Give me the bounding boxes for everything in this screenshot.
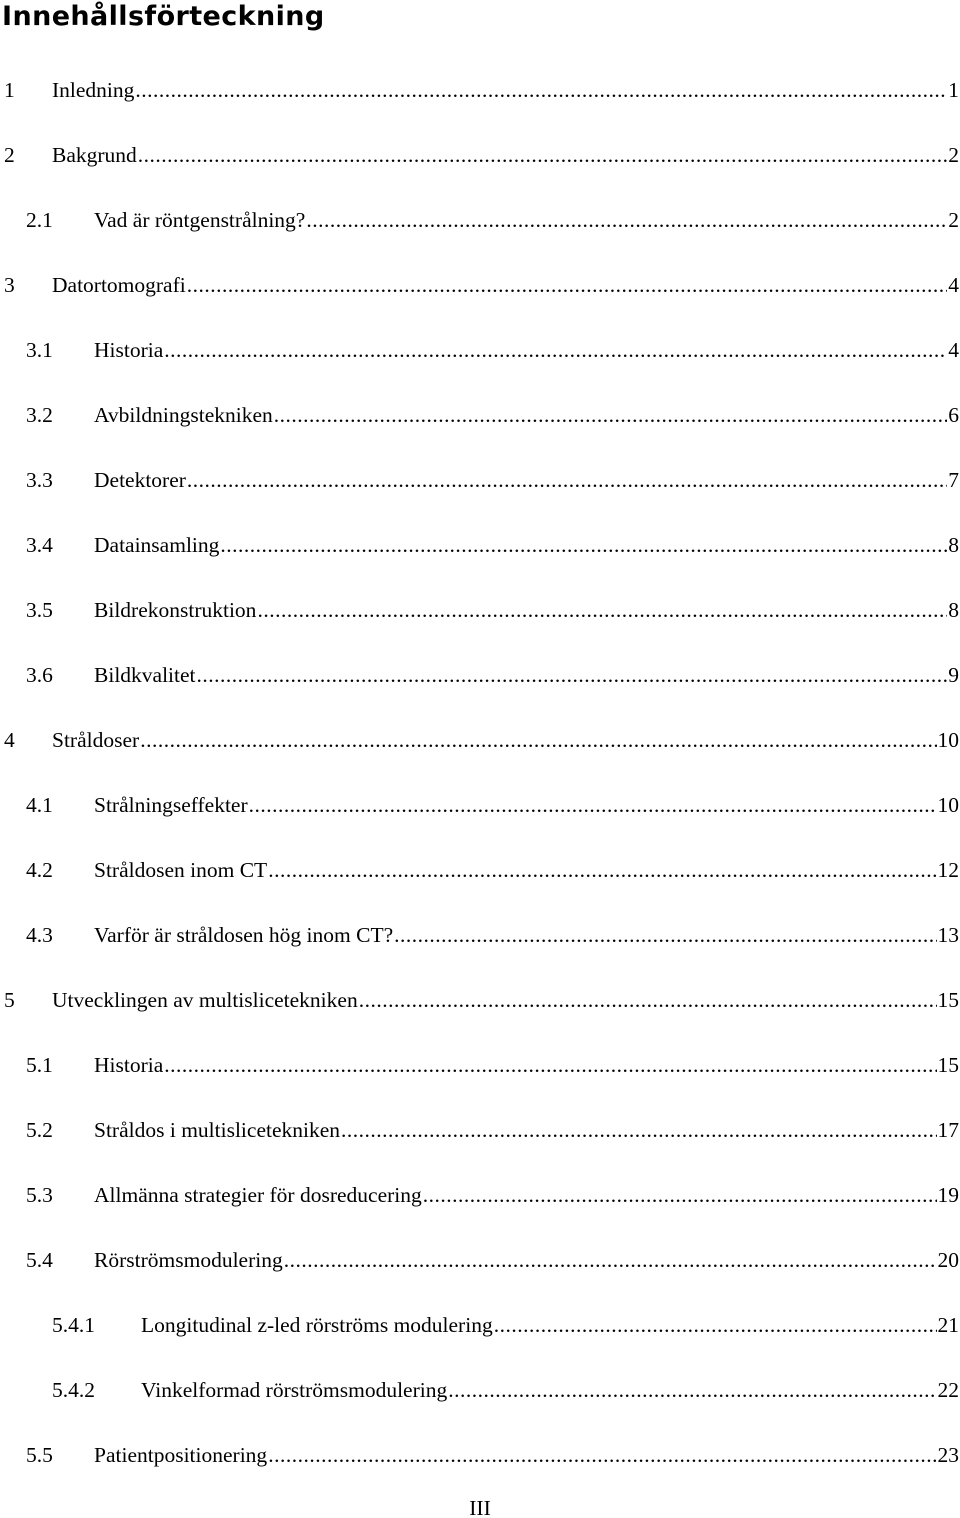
dot-leader [249,790,937,820]
toc-number: 1 [4,78,15,102]
toc-number: 4.1 [26,793,53,817]
toc-number: 3.3 [26,468,53,492]
dot-leader [268,855,936,885]
toc-number: 3 [4,273,15,297]
toc-entry-4-1[interactable] [26,790,959,820]
dot-leader [257,595,947,625]
toc-entry-3-4[interactable] [26,530,959,560]
toc-number: 5.3 [26,1183,53,1207]
toc-label: Allmänna strategier för dosreducering [94,1183,422,1207]
dot-leader [164,1050,936,1080]
dot-leader [138,140,947,170]
dot-leader [394,920,936,950]
toc-label: Detektorer [94,468,186,492]
toc-number: 4.3 [26,923,53,947]
toc-page-number: 4 [948,273,959,297]
toc-entry-3[interactable] [4,270,959,300]
toc-label: Avbildningstekniken [94,403,273,427]
toc-label: Bildkvalitet [94,663,196,687]
toc-entry-3-2[interactable] [26,400,959,430]
toc-page-number: 15 [937,1053,959,1077]
toc-entry-3-3[interactable] [26,465,959,495]
toc-page-number: 21 [937,1313,959,1337]
toc-number: 5.2 [26,1118,53,1142]
toc-page-number: 17 [937,1118,959,1142]
page-number: III [469,1496,491,1518]
toc-label: Historia [94,1053,164,1077]
toc-label: Strålningseffekter [94,793,248,817]
dot-leader [448,1375,936,1405]
toc-page-number: 22 [937,1378,959,1402]
toc-page-number: 2 [948,143,959,167]
toc-page-number: 8 [948,598,959,622]
toc-entry-5-4[interactable] [26,1245,959,1275]
toc-label: Inledning [52,78,135,102]
toc-number: 5.4.2 [52,1378,95,1402]
toc-number: 5.4.1 [52,1313,95,1337]
dot-leader [220,530,947,560]
toc-page-number: 15 [937,988,959,1012]
toc-page-number: 20 [937,1248,959,1272]
toc-entry-5-4-1[interactable] [52,1310,959,1340]
toc-label: Historia [94,338,164,362]
toc-entry-4[interactable] [4,725,959,755]
toc-label: Utvecklingen av multislicetekniken [52,988,358,1012]
toc-entry-5-4-2[interactable] [52,1375,959,1405]
toc-entry-3-6[interactable] [26,660,959,690]
toc-label: Datortomografi [52,273,186,297]
toc-label: Patientpositionering [94,1443,268,1467]
toc-label: Stråldoser [52,728,140,752]
toc-label: Stråldos i multislicetekniken [94,1118,341,1142]
toc-entry-2[interactable] [4,140,959,170]
toc-number: 3.4 [26,533,53,557]
toc-entry-3-1[interactable] [26,335,959,365]
toc-page-number: 4 [948,338,959,362]
toc-number: 3.2 [26,403,53,427]
toc-number: 3.1 [26,338,53,362]
dot-leader [284,1245,937,1275]
toc-page-number: 13 [937,923,959,947]
toc-page-number: 7 [948,468,959,492]
toc-label: Longitudinal z-led rörströms modulering [141,1313,493,1337]
dot-leader [187,270,948,300]
toc-label: Varför är stråldosen hög inom CT? [94,923,394,947]
toc-label: Bakgrund [52,143,137,167]
toc-number: 5 [4,988,15,1012]
toc-label: Bildrekonstruktion [94,598,257,622]
toc-page-number: 9 [948,663,959,687]
toc-number: 2 [4,143,15,167]
dot-leader [359,985,937,1015]
toc-label: Datainsamling [94,533,220,557]
toc-entry-3-5[interactable] [26,595,959,625]
toc-entry-5-2[interactable] [26,1115,959,1145]
dot-leader [268,1440,936,1470]
toc-number: 3.6 [26,663,53,687]
dot-leader [306,205,947,235]
toc-page-number: 10 [937,793,959,817]
toc-page-number: 19 [937,1183,959,1207]
dot-leader [187,465,947,495]
toc-entry-5-3[interactable] [26,1180,959,1210]
toc-page-number: 6 [948,403,959,427]
toc-entry-4-3[interactable] [26,920,959,950]
toc-entry-5-5[interactable] [26,1440,959,1470]
toc-number: 5.5 [26,1443,53,1467]
toc-label: Stråldosen inom CT [94,858,268,882]
toc-number: 5.4 [26,1248,53,1272]
toc-number: 4.2 [26,858,53,882]
toc-label: Vad är röntgenstrålning? [94,208,306,232]
toc-label: Vinkelformad rörströmsmodulering [141,1378,448,1402]
dot-leader [140,725,936,755]
dot-leader [423,1180,937,1210]
toc-page-number: 1 [948,78,959,102]
toc-number: 4 [4,728,15,752]
toc-page-number: 2 [948,208,959,232]
toc-number: 3.5 [26,598,53,622]
dot-leader [164,335,947,365]
toc-label: Rörströmsmodulering [94,1248,283,1272]
dot-leader [197,660,948,690]
toc-page-number: 12 [937,858,959,882]
toc-number: 5.1 [26,1053,53,1077]
toc-number: 2.1 [26,208,53,232]
toc-entry-5[interactable] [4,985,959,1015]
toc-page-number: 8 [948,533,959,557]
dot-leader [341,1115,936,1145]
page-title: Innehållsförteckning [2,1,325,32]
toc-entry-2-1[interactable] [26,205,959,235]
dot-leader [274,400,947,430]
toc-page-number: 23 [937,1443,959,1467]
toc-entry-5-1[interactable] [26,1050,959,1080]
dot-leader [494,1310,937,1340]
toc-page-number: 10 [937,728,959,752]
toc-entry-4-2[interactable] [26,855,959,885]
toc-entry-1[interactable] [4,75,959,105]
dot-leader [135,75,947,105]
